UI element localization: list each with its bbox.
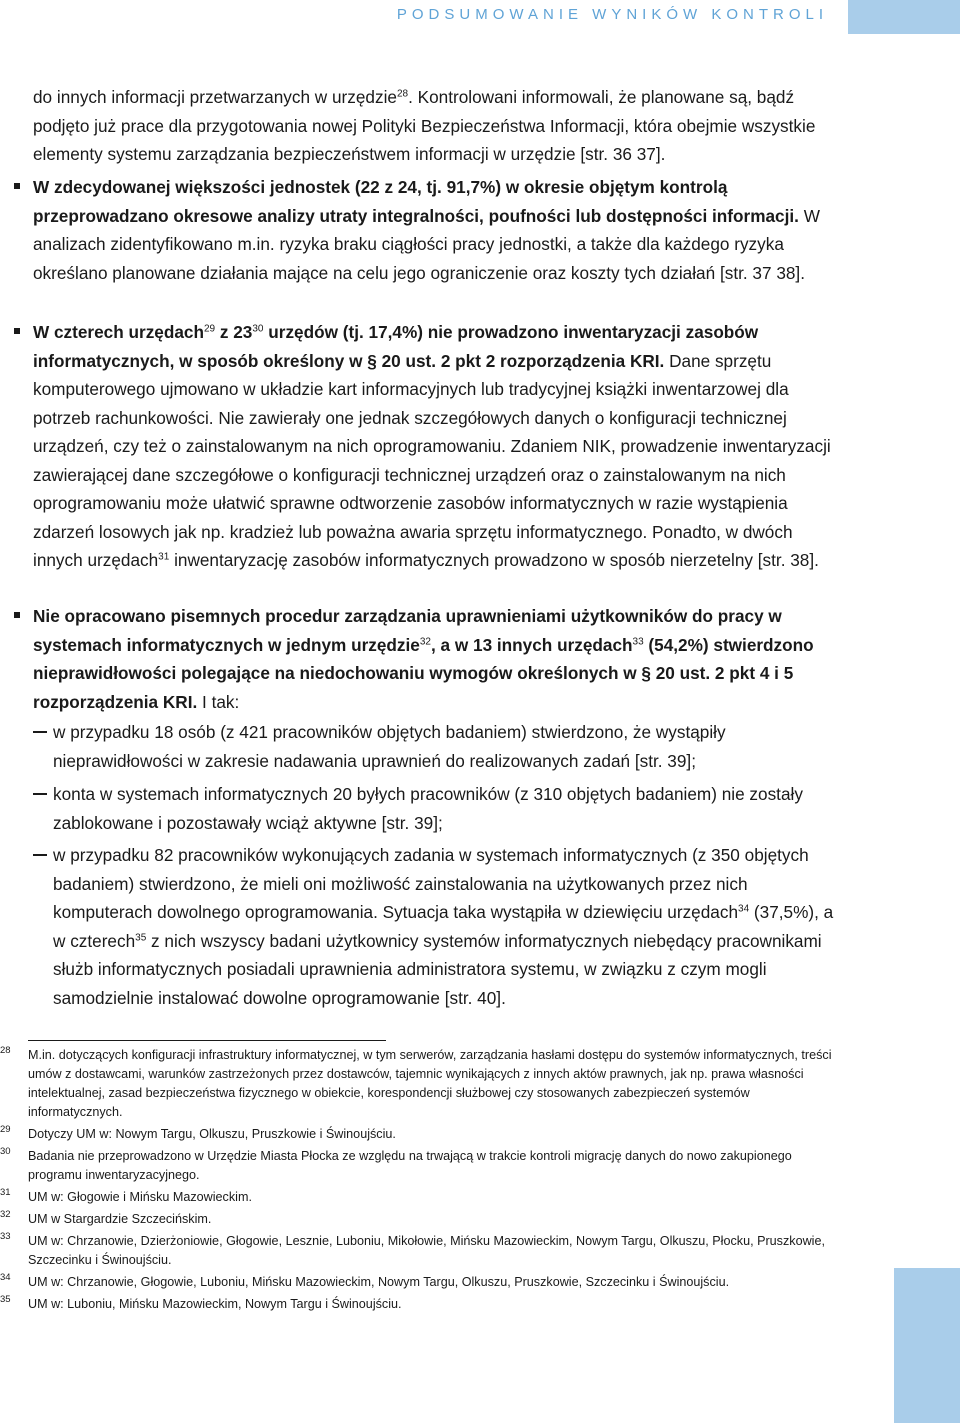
bullet-plain-text: I tak: [197, 691, 240, 712]
footnote-text: M.in. dotyczących konfiguracji infrastruktury informatycznej, w tym serwerów, zarządzania hasłami dostępu do systemów informatycznych, treści umów z dostawcami, warunków zastrzeżonych przez dostawców, tajemnic wynikających z innych aktów prawnych, jak np. prawa własności intelektualnej, zasad bezpieczeństwa fizycznego w obiekcie, korespondencji służbowej czy stosowanych zabezpieczeń systemów informatycznych. [28, 1048, 832, 1119]
footnote [0, 1125, 840, 1144]
footnotes-section [0, 1046, 840, 1317]
bullet-item-inventory [14, 318, 840, 575]
dash-bullet-icon [33, 731, 47, 733]
square-bullet-icon [14, 328, 20, 334]
footnote-number: 30 [0, 1146, 11, 1157]
bullet-plain-text: inwentaryzację zasobów informatycznych prowadzono w sposób nierzetelny [str. 38]. [169, 550, 819, 570]
footnote-ref[interactable]: 28 [396, 88, 409, 100]
dash-text-part: w przypadku 82 pracowników wykonujących zadania w systemach informatycznych (z 350 objętych badaniem) stwierdzono, że mieli oni możliwość zainstalowania na użytkowanych przez nich komputerach dowolnego oprogramowania. Sytuacja taka wystąpiła w dziewięciu urzędach [53, 845, 809, 922]
bullet-text [33, 173, 840, 287]
square-bullet-icon [14, 612, 20, 618]
square-bullet-icon [14, 183, 20, 189]
footnote-ref[interactable]: 33 [632, 635, 644, 647]
footnote-text: UM w: Chrzanowie, Dzierżoniowie, Głogowie, Lesznie, Luboniu, Mikołowie, Mińsku Mazowieckim, Nowym Targu, Olkuszu, Płocku, Pruszkowie, Szczecinku i Świnoujściu. [28, 1234, 825, 1267]
bullet-plain-text: W analizach zidentyfikowano m.in. ryzyka braku ciągłości pracy jednostki, a także dla każdego ryzyka określano planowane działania mające na celu jego ograniczenie oraz koszty tych działań [str. 37 38]. [33, 205, 820, 283]
footnote-text: Dotyczy UM w: Nowym Targu, Olkuszu, Pruszkowie i Świnoujściu. [28, 1127, 396, 1141]
footnote-ref[interactable]: 32 [419, 635, 431, 647]
bullet-text [33, 318, 840, 575]
intro-text-a: do innych informacji przetwarzanych w urzędzie [33, 87, 397, 107]
footnote-number: 29 [0, 1124, 11, 1135]
bullet-plain-text: Dane sprzętu komputerowego ujmowano w układzie kart informacyjnych lub tradycyjnej książki inwentarzowej dla potrzeb rachunkowości. Nie zawierały one jednak szczegółowych danych o konfiguracji technicznej urządzeń, czy też o zainstalowanym na nich oprogramowaniu. Zdaniem NIK, prowadzenie inwentaryzacji zawierającej dane szczegółowe o konfiguracji technicznej urządzeń oraz o zainstalowanym na nich oprogramowaniu może ułatwić sprawne odtworzenie zasobów informatycznych w razie wystąpienia zdarzeń losowych jak np. kradzież lub poważna awaria sprzętu informatycznego. Ponadto, w dwóch innych urzędach [33, 350, 831, 570]
dash-item [33, 780, 839, 837]
footnote-ref[interactable]: 35 [135, 931, 147, 943]
bullet-bold-text: urzędów (tj. 17,4%) nie prowadzono inwentaryzacji zasobów informatycznych, w sposób określony w § 20 ust. 2 pkt 2 rozporządzenia KRI. [33, 322, 759, 371]
page-number-box [894, 1268, 960, 1423]
bullet-bold-text: (54,2%) stwierdzono nieprawidłowości polegające na niedochowaniu wymogów określonych w § 20 ust. 2 pkt 4 i 5 rozporządzenia KRI. [33, 634, 814, 712]
dash-text-part: z nich wszyscy badani użytkownicy systemów informatycznych niebędący pracownikami służb informatycznych posiadali uprawnienia administratora systemu, w związku z czym mogli samodzielnie instalować dowolne oprogramowanie [str. 40]. [53, 930, 822, 1008]
bullet-bold-text: Nie opracowano pisemnych procedur zarządzania uprawnieniami użytkowników do pracy w systemach informatycznych w jednym urzędzie [33, 606, 782, 655]
footnote-number: 33 [0, 1231, 11, 1242]
page-number: 15 [861, 1320, 883, 1341]
footnote-text: Badania nie przeprowadzono w Urzędzie Miasta Płocka ze względu na trwającą w trakcie kontroli migrację danych do nowo zakupionego programu inwentaryzacyjnego. [28, 1149, 792, 1182]
footnote [0, 1210, 840, 1229]
dash-text: konta w systemach informatycznych 20 byłych pracowników (z 310 objętych badaniem) nie zostały zablokowane i pozostawały wciąż aktywne [str. 39]; [53, 784, 803, 833]
footnote-number: 28 [0, 1045, 11, 1056]
footnote [0, 1188, 840, 1207]
footnote [0, 1046, 840, 1122]
intro-text-b: . Kontrolowani informowali, że planowane są, bądź podjęto już prace dla przygotowania nowej Polityki Bezpieczeństwa Informacji, która obejmie wszystkie elementy systemu zarządzania bezpieczeństwem informacji w urzędzie [str. 36 37]. [33, 87, 816, 164]
header-accent-box [848, 0, 960, 34]
bullet-bold-text: , a w 13 innych urzędach [430, 634, 633, 655]
intro-paragraph [33, 83, 839, 169]
bullet-bold-text: z 23 [215, 322, 253, 342]
footnote-ref[interactable]: 34 [738, 903, 750, 915]
footnote-ref[interactable]: 29 [203, 323, 216, 335]
footnote-number: 35 [0, 1294, 11, 1305]
dash-item [33, 841, 839, 1012]
dash-text: w przypadku 18 osób (z 421 pracowników objętych badaniem) stwierdzono, że wystąpiły nieprawidłowości w zakresie nadawania uprawnień do realizowanych zadań [str. 39]; [53, 722, 726, 771]
footnote-text: UM w: Chrzanowie, Głogowie, Luboniu, Mińsku Mazowieckim, Nowym Targu, Olkuszu, Pruszkowie, Szczecinku i Świnoujściu. [28, 1275, 730, 1289]
footnote [0, 1232, 840, 1270]
bullet-bold-text: W zdecydowanej większości jednostek (22 z 24, tj. 91,7%) w okresie objętym kontrolą przeprowadzano okresowe analizy utraty integralności, poufności lub dostępności informacji. [33, 177, 799, 226]
dash-bullet-icon [33, 854, 47, 856]
footnote-divider [28, 1040, 386, 1041]
bullet-text [33, 602, 840, 716]
footnote-text: UM w Stargardzie Szczecińskim. [28, 1212, 212, 1226]
footnote-text: UM w: Głogowie i Mińsku Mazowieckim. [28, 1190, 252, 1204]
bullet-item-analysis [14, 173, 840, 287]
footnote-ref[interactable]: 31 [158, 551, 170, 563]
dash-item [33, 718, 839, 775]
footnote-number: 34 [0, 1272, 11, 1283]
footnote-number: 32 [0, 1209, 11, 1220]
section-title: PODSUMOWANIE WYNIKÓW KONTROLI [396, 6, 828, 23]
footnote [0, 1147, 840, 1185]
footnote [0, 1273, 840, 1292]
footnote-text: UM w: Luboniu, Mińsku Mazowieckim, Nowym Targu i Świnoujściu. [28, 1297, 402, 1311]
footnote [0, 1295, 840, 1314]
footnote-number: 31 [0, 1187, 11, 1198]
bullet-item-permissions [14, 602, 840, 716]
dash-text [53, 841, 839, 1012]
dash-text-part: (37,5%), a w czterech [53, 902, 834, 951]
dash-bullet-icon [33, 793, 47, 795]
bullet-bold-text: W czterech urzędach [33, 322, 204, 342]
footnote-ref[interactable]: 30 [252, 323, 264, 335]
